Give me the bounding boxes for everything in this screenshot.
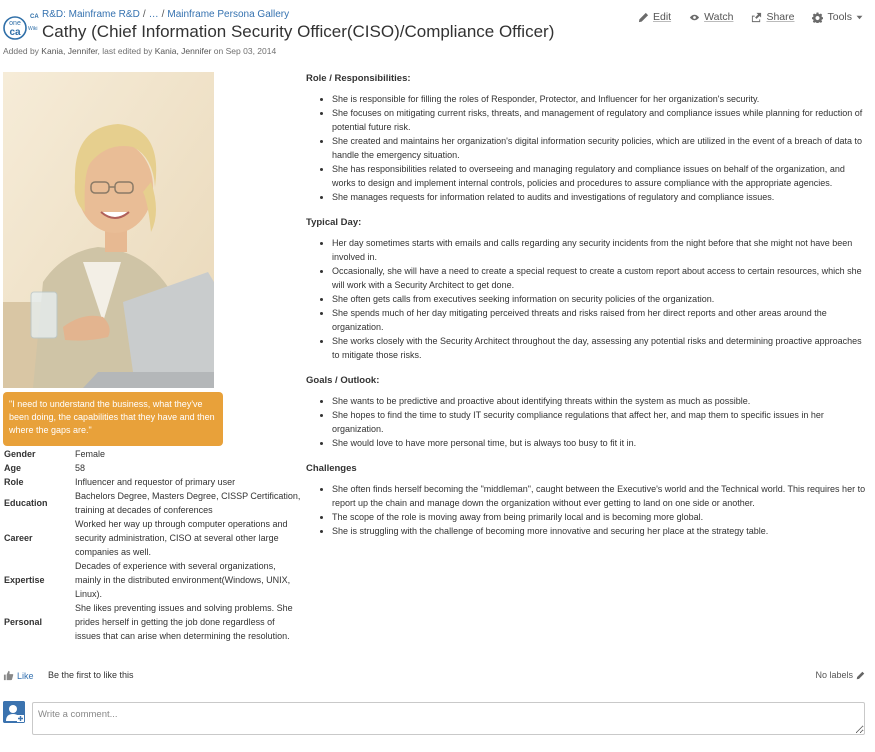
edit-label: Edit	[652, 11, 672, 23]
share-button[interactable]	[751, 11, 794, 23]
list-item: • She focuses on mitigating current risks, threats, and management of regulatory and compliance issues while planning for reduction of potential future risk.	[332, 106, 868, 134]
list-item: • She created and maintains her organization's digital information security policies, which are utilized in the event of a breach of data to handle the emergency situation.	[332, 134, 868, 162]
user-avatar	[3, 701, 25, 723]
profile-key: Career	[4, 533, 33, 543]
labels-text: No labels	[815, 670, 853, 680]
table-row	[3, 601, 303, 643]
table-row	[3, 559, 303, 601]
editor-link[interactable]: Kania, Jennifer	[154, 46, 212, 56]
pencil-icon	[638, 12, 649, 23]
list-item: • She spends much of her day mitigating perceived threats and risks raised from her direct reports and other areas around the organization.	[332, 306, 868, 334]
edit-date-link[interactable]: Sep 03, 2014	[225, 46, 277, 56]
author-link[interactable]: Kania, Jennifer	[41, 46, 98, 56]
list-item: • She often gets calls from executives seeking information on security policies of the organization.	[332, 292, 868, 306]
profile-value: Bachelors Degree, Masters Degree, CISSP Certification, training at decades of conferences	[75, 491, 301, 515]
profile-key: Age	[4, 463, 22, 473]
table-row	[3, 447, 303, 461]
profile-key: Role	[4, 477, 24, 487]
profile-table	[3, 447, 303, 643]
breadcrumb-link-ellipsis[interactable]: …	[148, 9, 159, 20]
like-button[interactable]	[3, 670, 34, 681]
watch-label: Watch	[704, 11, 734, 23]
logo-text-wiki: Wiki	[28, 26, 38, 32]
list-item: • She often finds herself becoming the "middleman", caught between the Executive's world and the Technical world. This requires her to report up the chain and manage down the organization without ever getting to land on one side or another.	[332, 482, 868, 510]
byline-prefix: Added by	[3, 46, 39, 56]
breadcrumb-link-mainframe-rd[interactable]: R&D: Mainframe R&D	[42, 9, 140, 20]
goals-list	[332, 394, 868, 450]
breadcrumb	[42, 9, 289, 20]
list-item: • She has responsibilities related to overseeing and managing regulatory and compliance issues on behalf of the organization, and works to design and implement internal controls, policies and procedures to assure compliance with the appropriate agencies.	[332, 162, 868, 190]
list-item: • She would love to have more personal time, but is always too busy to fit it in.	[332, 436, 868, 450]
like-status: Be the first to like this	[48, 670, 134, 680]
list-item: • Her day sometimes starts with emails and calls regarding any security incidents from the night before that she might not have been involved in.	[332, 236, 868, 264]
persona-photo	[3, 72, 214, 388]
wiki-logo[interactable]	[3, 8, 39, 46]
typical-day-list	[332, 236, 868, 362]
section-heading-challenges: Challenges	[306, 463, 357, 474]
profile-key: Personal	[4, 617, 43, 627]
logo-text-ca: ca	[9, 27, 21, 38]
profile-value: 58	[75, 463, 86, 473]
list-item: • She manages requests for information related to audits and investigations of regulatory and compliance issues.	[332, 190, 868, 204]
profile-value: Worked her way up through computer operations and security administration, CISO at several other large companies as well.	[75, 519, 288, 557]
persona-quote: "I need to understand the business, what they've been doing, the capabilities that they have and then where the gaps are."	[3, 392, 223, 446]
profile-key: Gender	[4, 449, 36, 459]
like-label: Like	[17, 670, 34, 681]
profile-value: Influencer and requestor of primary user	[75, 477, 236, 487]
watch-button[interactable]	[689, 11, 733, 23]
profile-key: Expertise	[4, 575, 45, 585]
share-label: Share	[766, 11, 795, 23]
page-byline	[3, 46, 276, 56]
table-row	[3, 517, 303, 559]
edit-button[interactable]	[638, 11, 671, 23]
table-row	[3, 461, 303, 475]
share-icon	[751, 12, 762, 23]
section-heading-goals: Goals / Outlook:	[306, 375, 380, 386]
list-item: • She wants to be predictive and proactive about identifying threats within the system as much as possible.	[332, 394, 868, 408]
list-item: • She hopes to find the time to study IT security compliance regulations that affect her, and map them to specific issues in her organization.	[332, 408, 868, 436]
list-item: • Occasionally, she will have a need to create a special request to create a custom report about access to certain resources, which she will work with a Security Architect to get done.	[332, 264, 868, 292]
labels-editor[interactable]	[815, 670, 865, 680]
pencil-icon	[856, 671, 865, 680]
list-item: • The scope of the role is moving away from being primarily local and is becoming more global.	[332, 510, 868, 524]
section-heading-role: Role / Responsibilities:	[306, 73, 411, 84]
table-row	[3, 489, 303, 517]
page-actions	[638, 11, 863, 23]
section-heading-typical-day: Typical Day:	[306, 217, 362, 228]
table-row	[3, 475, 303, 489]
tools-label: Tools	[827, 11, 852, 23]
byline-mid: , last edited by	[97, 46, 153, 56]
comment-input[interactable]	[32, 702, 865, 735]
role-list	[332, 92, 868, 204]
profile-value: She likes preventing issues and solving problems. She prides herself in getting the job done regardless of issues that can arise when determining the resolution.	[75, 603, 293, 641]
list-item: • She works closely with the Security Architect throughout the day, assessing any potential risks and determining proactive approaches to mitigate those risks.	[332, 334, 868, 362]
thumbs-up-icon	[3, 670, 14, 681]
chevron-down-icon	[856, 14, 863, 21]
breadcrumb-separator: /	[142, 9, 146, 20]
tools-menu-button[interactable]	[812, 11, 863, 23]
gear-icon	[812, 12, 823, 23]
profile-value: Decades of experience with several organizations, mainly in the distributed environment(Windows, UNIX, Linux).	[75, 561, 291, 599]
default-avatar-icon	[3, 701, 25, 723]
profile-key: Education	[4, 498, 48, 508]
logo-text-one: one	[9, 20, 21, 27]
persona-details	[306, 72, 868, 550]
byline-on: on	[213, 46, 224, 56]
breadcrumb-link-persona-gallery[interactable]: Mainframe Persona Gallery	[167, 9, 290, 20]
breadcrumb-separator: /	[161, 9, 165, 20]
list-item: • She is struggling with the challenge of becoming more innovative and securing her place at the strategy table.	[332, 524, 868, 538]
profile-value: Female	[75, 449, 106, 459]
logo-text-side: CA	[30, 14, 39, 20]
list-item: • She is responsible for filling the roles of Responder, Protector, and Influencer for her organization's security.	[332, 92, 868, 106]
challenges-list	[332, 482, 868, 538]
page-title: Cathy (Chief Information Security Officer(CISO)/Compliance Officer)	[42, 22, 555, 41]
eye-icon	[689, 12, 700, 23]
